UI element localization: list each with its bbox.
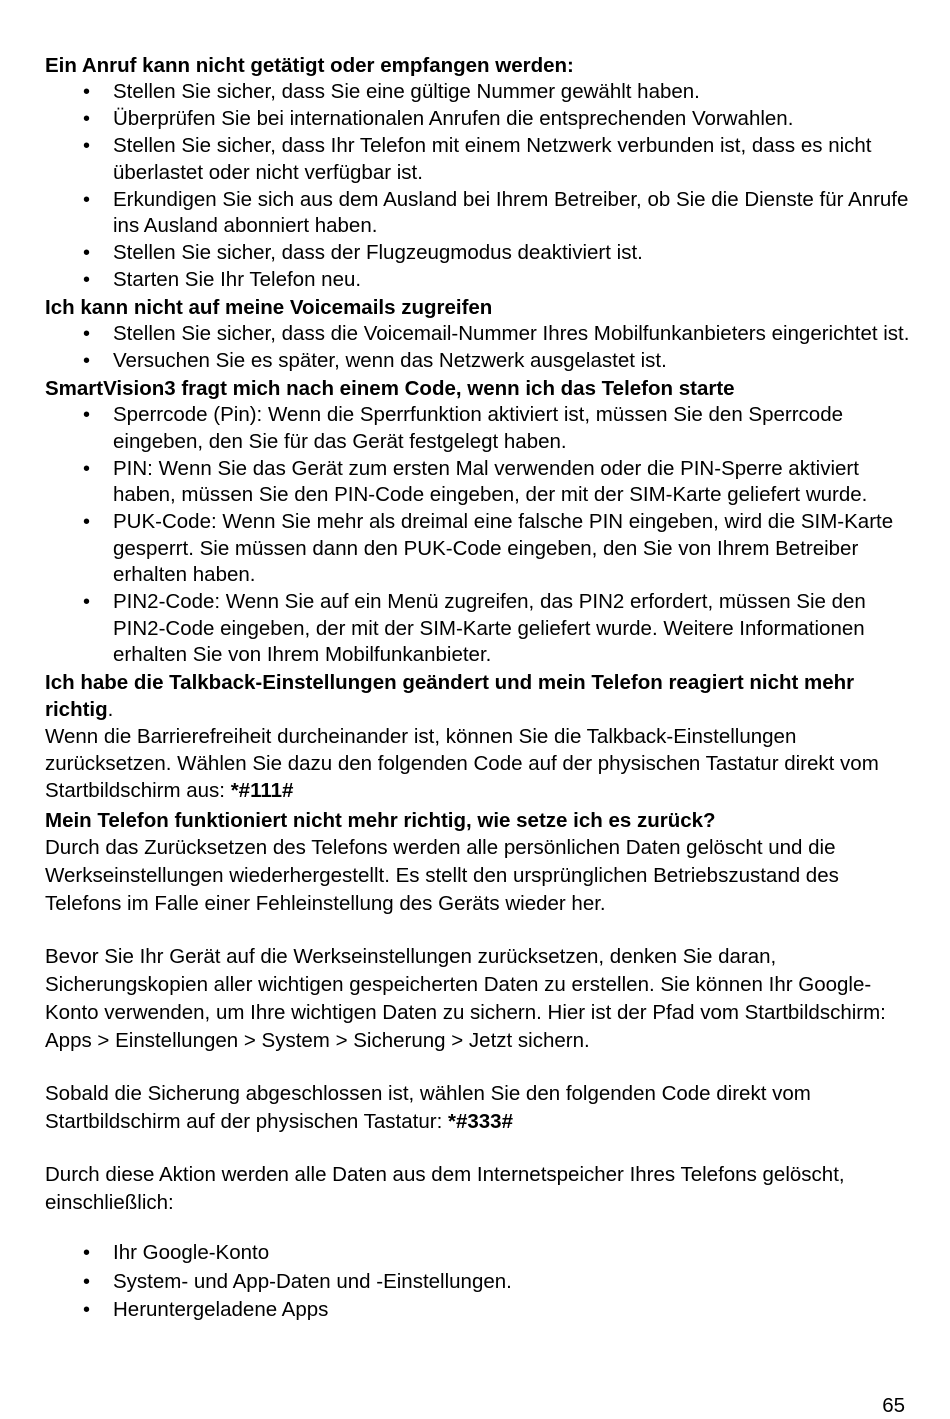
- list-item: • Erkundigen Sie sich aus dem Ausland bei Ihrem Betreiber, ob Sie die Dienste für Anrufe ins Ausland abonniert haben.: [45, 187, 915, 240]
- spacer: [45, 1136, 915, 1161]
- list-item: • Ihr Google-Konto: [45, 1239, 915, 1267]
- list-item: • PUK-Code: Wenn Sie mehr als dreimal eine falsche PIN eingeben, wird die SIM-Karte gesperrt. Sie müssen dann den PUK-Code eingeben, den Sie von Ihrem Betreiber erhalten haben.: [45, 509, 915, 589]
- reset-paragraph-4: Durch diese Aktion werden alle Daten aus dem Internetspeicher Ihres Telefons gelöscht, einschließlich:: [45, 1163, 845, 1214]
- spacer: [45, 1055, 915, 1080]
- voicemail-list: [45, 321, 915, 375]
- list-item: • Stellen Sie sicher, dass die Voicemail-Nummer Ihres Mobilfunkanbieters eingerichtet ist.: [45, 321, 915, 348]
- reset-list: [45, 1239, 915, 1324]
- talkback-code: *#111#: [230, 779, 294, 802]
- list-item: • Stellen Sie sicher, dass Ihr Telefon mit einem Netzwerk verbunden ist, dass es nicht überlastet oder nicht verfügbar ist.: [45, 133, 915, 186]
- calls-list: [45, 79, 915, 294]
- list-item: • Starten Sie Ihr Telefon neu.: [45, 267, 915, 294]
- list-item: • System- und App-Daten und -Einstellungen.: [45, 1268, 915, 1296]
- section-heading-code: SmartVision3 fragt mich nach einem Code, wenn ich das Telefon starte: [45, 377, 735, 400]
- spacer: [45, 1217, 915, 1239]
- reset-code: *#333#: [447, 1110, 513, 1133]
- reset-paragraph-3-text: Sobald die Sicherung abgeschlossen ist, wählen Sie den folgenden Code direkt vom Startbildschirm auf der physischen Tastatur:: [45, 1082, 811, 1133]
- talkback-heading-end: .: [107, 698, 114, 721]
- list-item: • Stellen Sie sicher, dass Sie eine gültige Nummer gewählt haben.: [45, 79, 915, 106]
- list-item: • Versuchen Sie es später, wenn das Netzwerk ausgelastet ist.: [45, 348, 915, 375]
- list-item: • Sperrcode (Pin): Wenn die Sperrfunktion aktiviert ist, müssen Sie den Sperrcode eingeben, den Sie für das Gerät festgelegt haben.: [45, 402, 915, 455]
- section-heading-voicemail: Ich kann nicht auf meine Voicemails zugreifen: [45, 296, 493, 319]
- reset-paragraph-3: [45, 1080, 915, 1136]
- reset-paragraph-2: Bevor Sie Ihr Gerät auf die Werkseinstellungen zurücksetzen, denken Sie daran, Sicherungskopien aller wichtigen gespeicherten Daten zu erstellen. Sie können Ihr Google-Konto verwenden, um Ihre wichtigen Daten zu sichern. Hier ist der Pfad vom Startbildschirm: Apps > Einstellungen > System > Sicherung > Jetzt sichern.: [45, 945, 886, 1052]
- reset-paragraph-1: Durch das Zurücksetzen des Telefons werden alle persönlichen Daten gelöscht und die Werkseinstellungen wiederhergestellt. Es stellt den ursprünglichen Betriebszustand des Telefons im Falle einer Fehleinstellung des Geräts wieder her.: [45, 836, 839, 915]
- code-list: [45, 402, 915, 669]
- list-item: • PIN: Wenn Sie das Gerät zum ersten Mal verwenden oder die PIN-Sperre aktiviert haben, müssen Sie den PIN-Code eingeben, der mit der SIM-Karte geliefert wurde.: [45, 456, 915, 509]
- talkback-text: Wenn die Barrierefreiheit durcheinander ist, können Sie die Talkback-Einstellungen zurücksetzen. Wählen Sie dazu den folgenden Code auf der physischen Tastatur direkt vom Startbildschirm aus:: [45, 725, 879, 802]
- page-number: 65: [882, 1394, 905, 1417]
- talkback-heading-text: Ich habe die Talkback-Einstellungen geändert und mein Telefon reagiert nicht mehr richtig: [45, 671, 855, 721]
- section-heading-calls: Ein Anruf kann nicht getätigt oder empfangen werden:: [45, 54, 574, 77]
- spacer: [45, 918, 915, 943]
- talkback-paragraph: [45, 723, 915, 804]
- list-item: • Heruntergeladene Apps: [45, 1296, 915, 1324]
- section-heading-talkback: [45, 669, 915, 723]
- section-heading-reset: Mein Telefon funktioniert nicht mehr richtig, wie setze ich es zurück?: [45, 809, 716, 832]
- list-item: • Stellen Sie sicher, dass der Flugzeugmodus deaktiviert ist.: [45, 240, 915, 267]
- document-page: [45, 52, 915, 1325]
- list-item: • Überprüfen Sie bei internationalen Anrufen die entsprechenden Vorwahlen.: [45, 106, 915, 133]
- list-item: • PIN2-Code: Wenn Sie auf ein Menü zugreifen, das PIN2 erfordert, müssen Sie den PIN2-Code eingeben, der mit der SIM-Karte geliefert wurde. Weitere Informationen erhalten Sie von Ihrem Mobilfunkanbieter.: [45, 589, 915, 669]
